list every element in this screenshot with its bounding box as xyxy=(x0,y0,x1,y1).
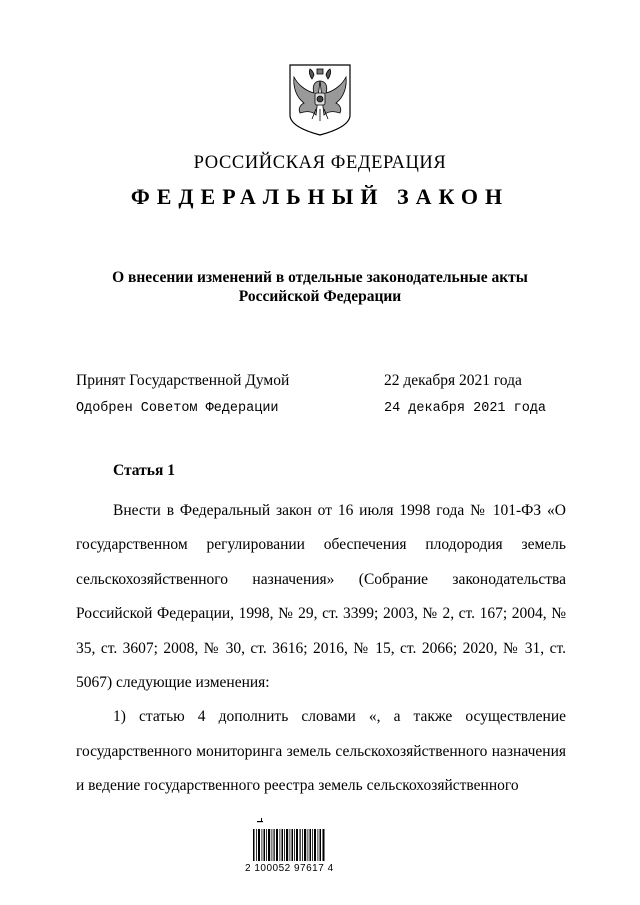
barcode-number: 2 100052 97617 4 xyxy=(245,863,334,874)
barcode-icon xyxy=(253,817,325,861)
article-paragraph: Внести в Федеральный закон от 16 июля 1998 года № 101-ФЗ «О государственном регулировании обеспечения плодородия земель сельскохозяйственного назначения» (Собрание законодательства Российской Федерации, 1998, № 29, ст. 3399; 2003, № 2, ст. 167; 2004, № 35, ст. 3607; 2008, № 30, ст. 3616; 2016, № 15, ст. 2066; 2020, № 31, ст. 5067) следующие изменения: xyxy=(76,502,566,692)
coat-of-arms-emblem xyxy=(288,63,352,137)
adoption-label: Принят Государственной Думой xyxy=(76,372,290,389)
document-type-heading: ФЕДЕРАЛЬНЫЙ ЗАКОН xyxy=(130,184,510,209)
law-title xyxy=(80,268,560,306)
article-paragraph: 1) статью 4 дополнить словами «, а также осуществление государственного мониторинга земель сельскохозяйственного назначения и ведение государственного реестра земель сельскохозяйственного xyxy=(76,708,566,795)
country-heading: РОССИЙСКАЯ ФЕДЕРАЦИЯ xyxy=(193,153,447,173)
article-body xyxy=(76,494,566,804)
article-heading: Статья 1 xyxy=(113,462,175,479)
approval-label: Одобрен Советом Федерации xyxy=(76,401,279,416)
approval-date: 24 декабря 2021 года xyxy=(384,401,547,416)
adoption-date: 22 декабря 2021 года xyxy=(384,372,522,389)
law-title-line-1: О внесении изменений в отдельные законодательные акты xyxy=(112,269,528,286)
law-title-line-2: Российской Федерации xyxy=(238,288,402,305)
